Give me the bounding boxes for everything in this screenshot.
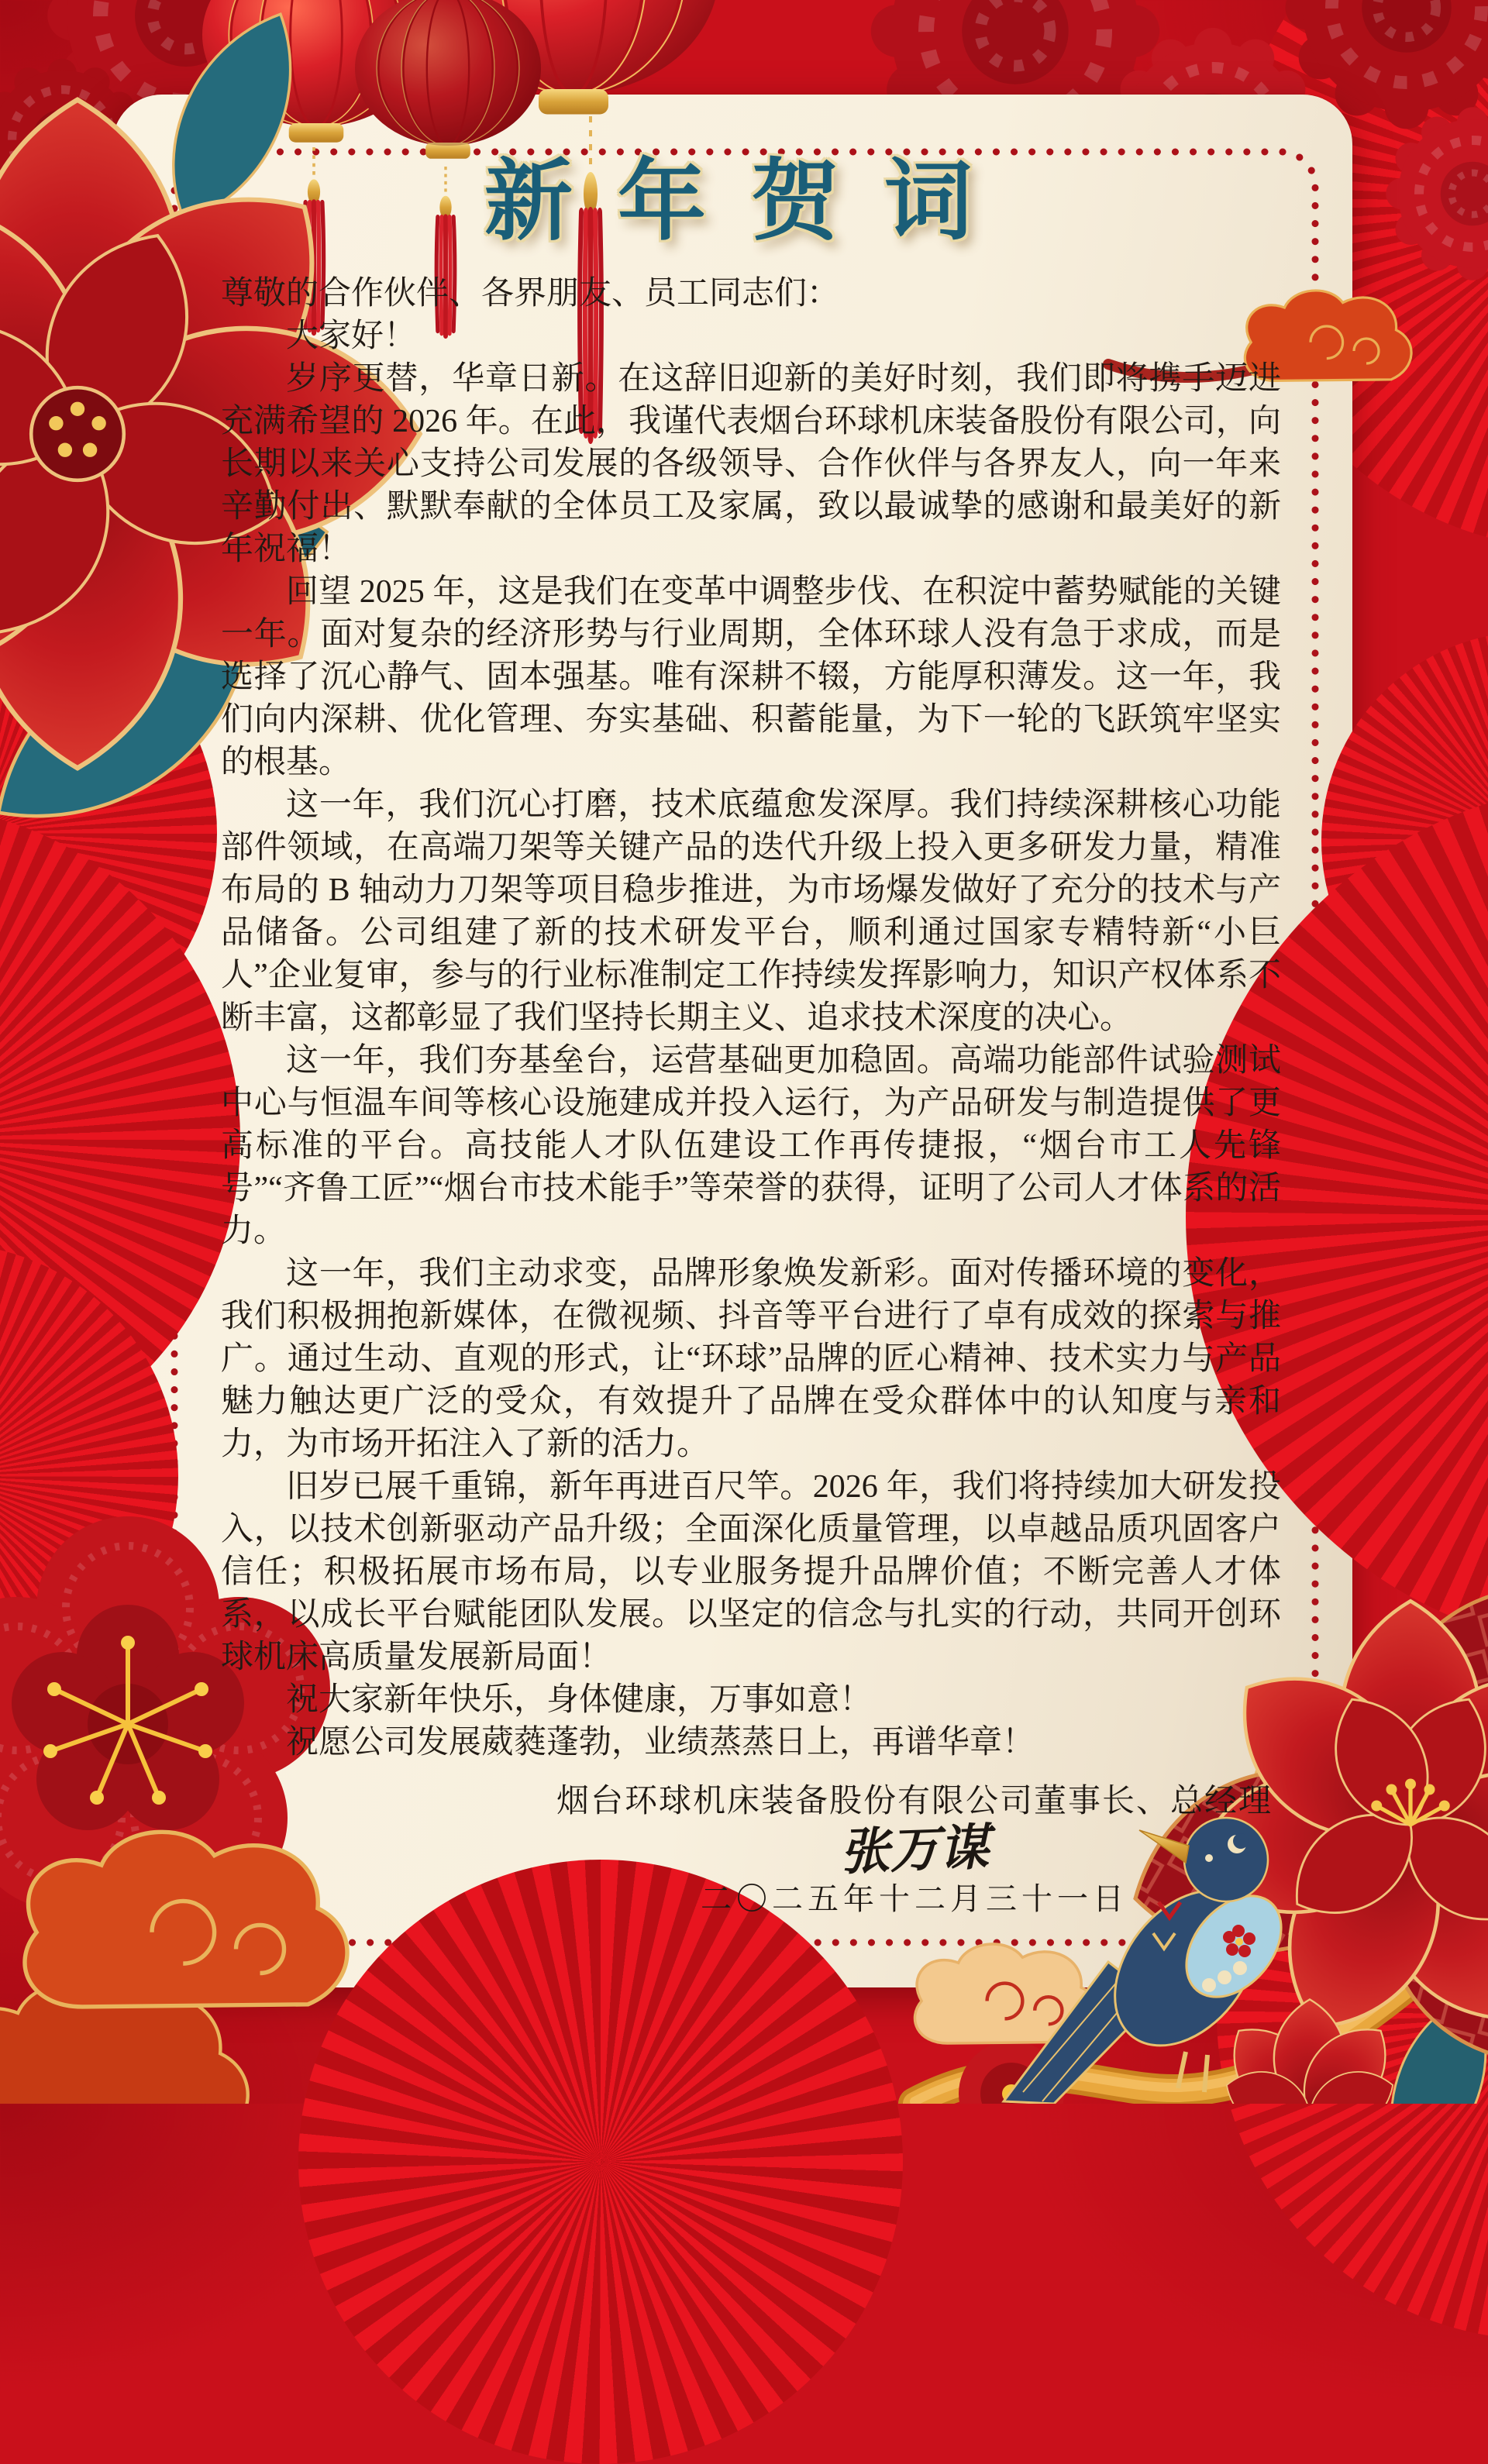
auspicious-cloud-icon <box>0 1832 347 2104</box>
signature-date: 二〇二五年十二月三十一日 <box>701 1881 1128 1916</box>
letter-body <box>221 273 1281 1764</box>
letter-title: 新年贺词 <box>484 153 1018 251</box>
letter-paragraph: 回望 2025 年，这是我们在变革中调整步伐、在积淀中蓄势赋能的关键一年。面对复杂的经济形势与行业周期，全体环球人没有急于求成，而是选择了沉心静气、固本强基。唯有深耕不辍，方能厚积薄发。这一年，我们向内深耕、优化管理、夯实基础、积蓄能量，为下一轮的飞跃筑牢坚实的根基。 <box>221 574 1281 780</box>
letter-salutation: 尊敬的合作伙伴、各界朋友、员工同志们： <box>221 276 840 311</box>
letter-paragraph: 岁序更替，华章日新。在这辞旧迎新的美好时刻，我们即将携手迈进充满希望的 2026 年。在此，我谨代表烟台环球机床装备股份有限公司，向长期以来关心支持公司发展的各级领导、合作伙伴与各界友人，向一年来辛勤付出、默默奉献的全体员工及家属，致以最诚挚的感谢和最美好的新年祝福！ <box>221 361 1281 567</box>
letter-paragraph: 旧岁已展千重锦，新年再进百尺竿。2026 年，我们将持续加大研发投入，以技术创新驱动产品升级；全面深化质量管理，以卓越品质巩固客户信任；积极拓展市场布局，以专业服务提升品牌价值；不断完善人才体系，以成长平台赋能团队发展。以坚定的信念与扎实的行动，共同开创环球机床高质量发展新局面！ <box>221 1469 1281 1675</box>
letter-paragraph: 这一年，我们沉心打磨，技术底蕴愈发深厚。我们持续深耕核心功能部件领域，在高端刀架等关键产品的迭代升级上投入更多研发力量，精准布局的 B 轴动力刀架等项目稳步推进，为市场爆发做好了充分的技术与产品储备。公司组建了新的技术研发平台，顺利通过国家专精特新“小巨人”企业复审，参与的行业标准制定工作持续发挥影响力，知识产权体系不断丰富，这都彰显了我们坚持长期主义、追求技术深度的决心。 <box>221 787 1281 1036</box>
signature-company-role: 烟台环球机床装备股份有限公司董事长、总经理 <box>556 1784 1273 1819</box>
letter-paragraph: 这一年，我们主动求变，品牌形象焕发新彩。面对传播环境的变化，我们积极拥抱新媒体，在微视频、抖音等平台进行了卓有成效的探索与推广。通过生动、直观的形式，让“环球”品牌的匠心精神、技术实力与产品魅力触达更广泛的受众，有效提升了品牌在受众群体中的认知度与亲和力，为市场开拓注入了新的活力。 <box>221 1256 1281 1462</box>
letter-paragraph: 这一年，我们夯基垒台，运营基础更加稳固。高端功能部件试验测试中心与恒温车间等核心设施建成并投入运行，为产品研发与制造提供了更高标准的平台。高技能人才队伍建设工作再传捷报，“烟台市工人先锋号”“齐鲁工匠”“烟台市技术能手”等荣誉的获得，证明了公司人才体系的活力。 <box>221 1043 1281 1249</box>
letter-paragraph: 大家好！ <box>286 318 417 354</box>
letter-paragraph: 祝大家新年快乐，身体健康，万事如意！ <box>286 1682 873 1718</box>
letter-paragraph: 祝愿公司发展葳蕤蓬勃，业绩蒸蒸日上，再谱华章！ <box>286 1725 1035 1760</box>
signature-name: 张万谋 <box>839 1819 990 1881</box>
signature-block <box>488 1781 1341 1920</box>
